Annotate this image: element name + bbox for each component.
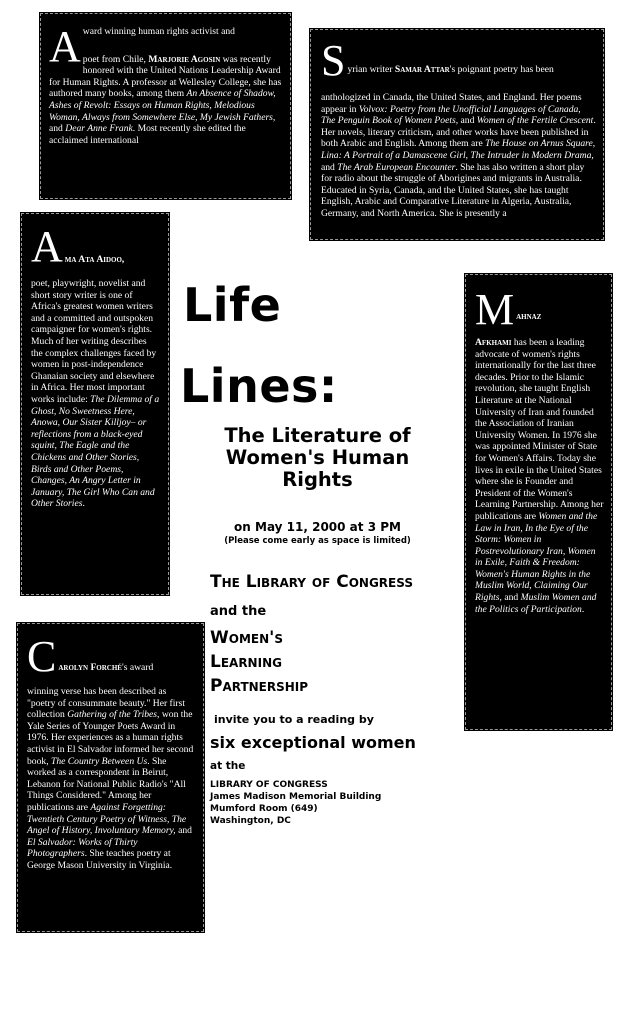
bio-agosin — [40, 13, 291, 199]
author-name: Marjorie Agosin — [148, 53, 221, 65]
org-and: and the — [210, 604, 267, 619]
org-library: The Library of Congress — [210, 572, 413, 592]
event-date: on May 11, 2000 at 3 PM — [234, 520, 401, 534]
drop-cap: A — [49, 22, 81, 71]
drop-cap: C — [27, 632, 57, 681]
bio-forche-text: C arolyn Forché's award winning verse has been described as "poetry of consummate beauty." Her first collection Gathering of the Tribes, won the Yale Series of Younger Poets Award in 1976. Her experiences as a human rights activist in El Salvador informed her second book, The Country Between Us. She worked as a correspondent in Beirut, Lebanon for National Public Radio's "All Things Considered." Among her publications are Against Forgetting: Twentieth Century Poetry of Witness, The Angel of History, Involuntary Memory, and El Salvador: Works of Thirty Photographers. She teaches poetry at George Mason University in Virginia. — [27, 632, 194, 871]
bio-afkhami-text: M ahnaz Afkhami has been a leading advocate of women's rights internationally for the last three decades. Prior to the Islamic revolution, she taught English Literature at the National University of Iran and founded the Association of Iranian University Women. In 1976 she was appointed Minister of State for Women's Affairs. Today she lives in exile in the United States where she is Founder and President of the Women's Learning Partnership. Among her publications are Women and the Law in Iran, In the Eye of the Storm: Women in Postrevolutionary Iran, Women in Exile, Faith & Freedom: Women's Human Rights in the Muslim World, Claiming Our Rights, and Muslim Women and the Politics of Participation. — [475, 285, 604, 615]
venue: LIBRARY OF CONGRESS James Madison Memorial Building Mumford Room (649) Washington, DC — [210, 780, 382, 826]
at-the: at the — [210, 760, 246, 772]
drop-cap: M — [475, 285, 515, 334]
author-name: Afkhami — [475, 337, 512, 348]
event-note: (Please come early as space is limited) — [224, 536, 411, 546]
bio-attar-text: S yrian writer Samar Attar's poignant poetry has been anthologized in Canada, the United States, and England. Her poems appear in Volvox: Poetry from the Unofficial Languages of Canada, The Penguin Book of Women Poets, and Women of the Fertile Crescent. Her novels, literary criticism, and other works have been published in both Arabic and English. Among them are The House on Arnus Square, Lina: A Portrait of a Damascene Girl, The Intruder in Modern Drama, and The Arab European Encounter. She has also written a short play for radio about the struggle of Aborigines and migrants in Australia. Educated in Syria, Canada, and the United States, she has taught English, Arabic and Comparative Literature in Algeria, Australia, Germany, and North America. She is presently a — [321, 36, 596, 219]
bio-attar — [310, 29, 604, 240]
bio-aidoo — [21, 213, 169, 595]
author-name: ma Ata Aidoo, — [64, 254, 125, 265]
invite-text: invite you to a reading by — [214, 713, 374, 726]
author-name: Samar Attar — [394, 64, 450, 75]
author-name: ahnaz — [516, 311, 542, 322]
title-line-2: Lines: — [180, 359, 338, 413]
drop-cap: S — [321, 36, 346, 85]
six-women: six exceptional women — [210, 733, 416, 752]
bio-agosin-text: Award winning human rights activist and poet from Chile, Marjorie Agosin was recently honored with the United Nations Leadership Award for Human Rights. A professor at Wellesley College, she has authored many books, among them An Absence of Shadow, Ashes of Revolt: Essays on Human Rights, Melodious Woman, Always from Somewhere Else, My Jewish Fathers, and Dear Anne Frank. Most recently she edited the acclaimed international — [49, 22, 282, 146]
subtitle: The Literature of Women's Human Rights — [224, 424, 411, 491]
drop-cap: A — [31, 222, 63, 271]
title-line-1: Life — [183, 278, 282, 332]
bio-afkhami — [465, 274, 612, 730]
author-name: arolyn Forché — [58, 662, 122, 673]
bio-aidoo-text: A ma Ata Aidoo, poet, playwright, novelist and short story writer is one of Africa's greatest women writers and a committed and outspoken campaigner for women's rights. Much of her writing describes the complex challenges faced by women in post-independence Ghanaian society and elsewhere in Africa. Her most important works include: The Dilemma of a Ghost, No Sweetness Here, Anowa, Our Sister Killjoy– or reflections from a black-eyed squint, The Eagle and the Chickens and Other Stories, Birds and Other Poems, Changes, An Angry Letter in January, The Girl Who Can and Other Stories. — [31, 222, 160, 510]
bio-forche — [17, 623, 204, 932]
org-wlp: Women's Learning Partnership — [210, 628, 309, 696]
